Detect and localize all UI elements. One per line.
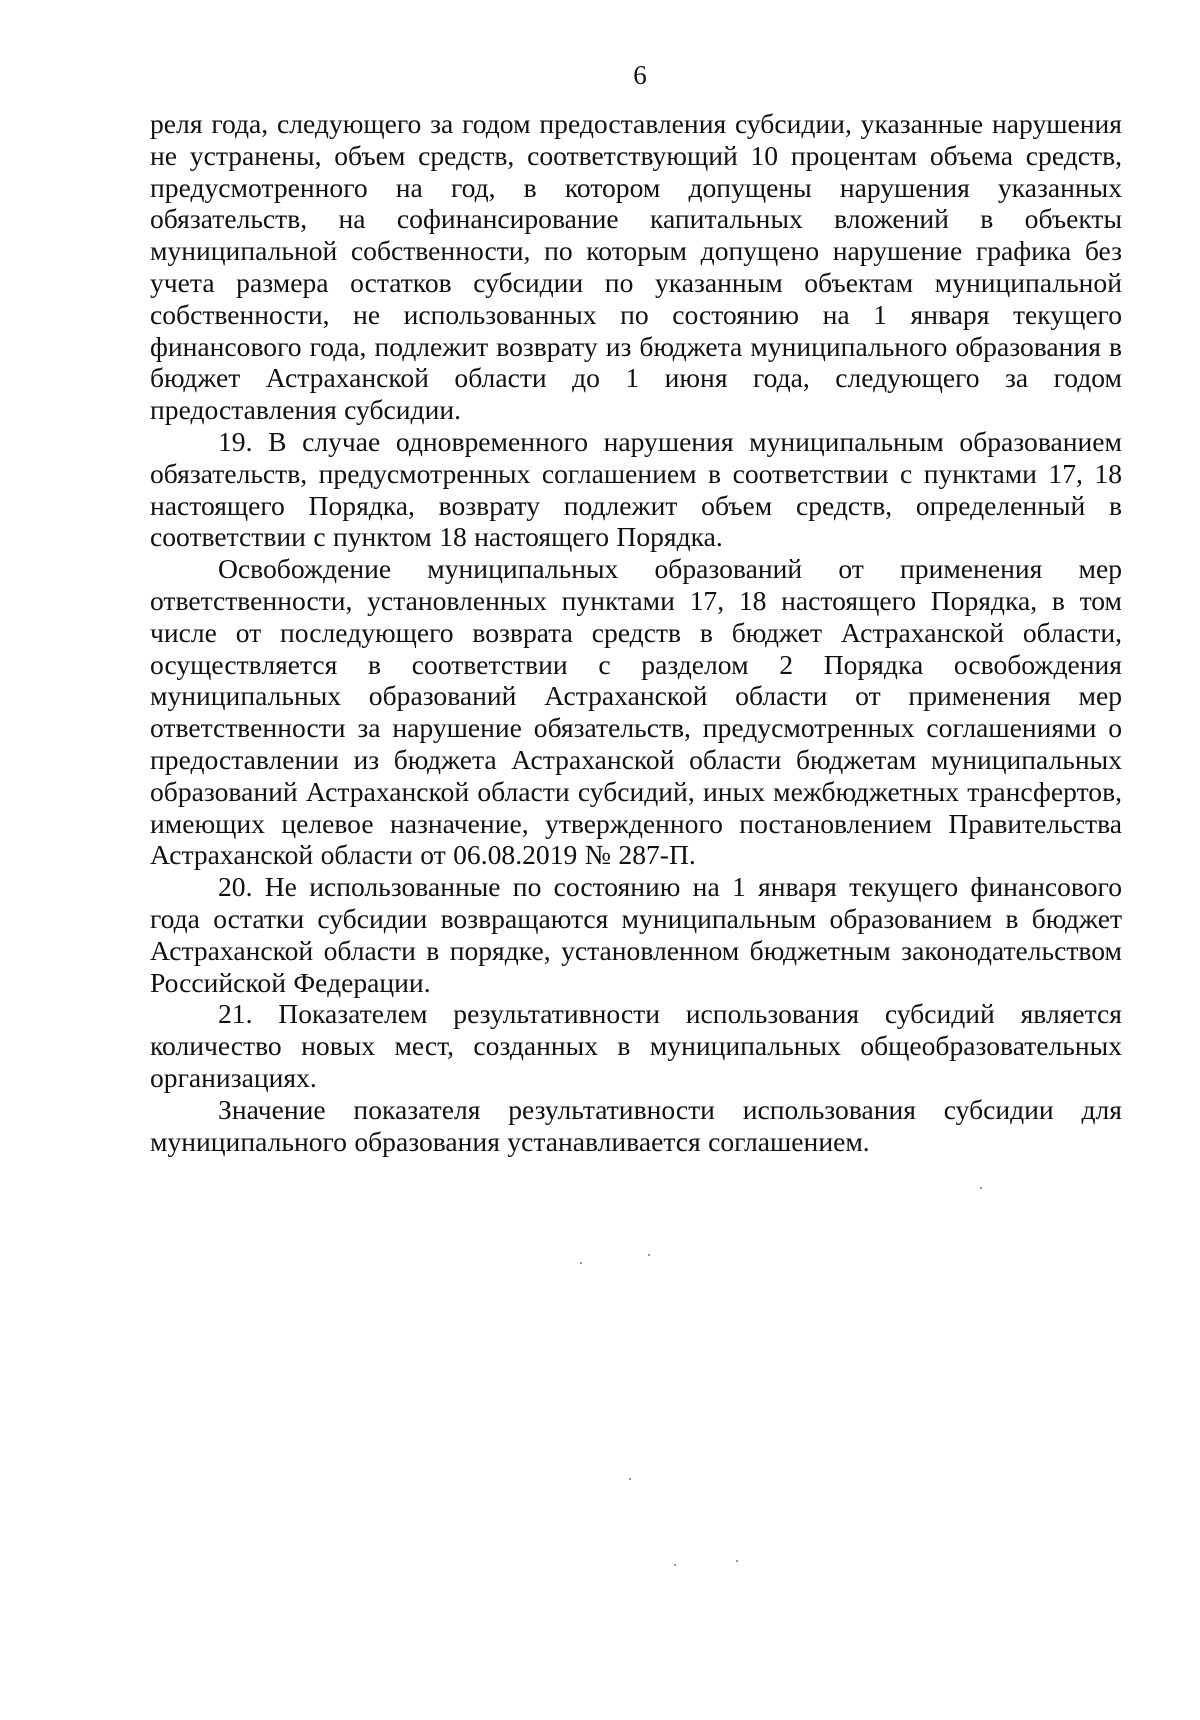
scan-speck [629,1478,631,1480]
paragraph-item-20: 20. Не использованные по состоянию на 1 января текущего финансового года остатки субсидии возвращаются муниципальным образованием в бюджет Астраханской области в порядке, установленном бюджетным законодательством Российской Федерации. [150,871,1122,998]
scan-speck [736,1560,738,1562]
paragraph-item-19: 19. В случае одновременного нарушения муниципальным образованием обязательств, предусмотренных соглашением в соответствии с пунктами 17, 18 настоящего Порядка, возврату подлежит объем средств, определенный в соответствии с пунктом 18 настоящего Порядка. [150,425,1122,553]
document-body [150,108,1122,1157]
page-number: 6 [633,60,647,90]
paragraph-item-21: 21. Показателем результативности использования субсидий является количество новых мест, созданных в муниципальных общеобразовательных организациях. [150,998,1122,1093]
scan-speck [980,1187,982,1189]
scan-speck [674,1564,676,1566]
paragraph-continuation: реля года, следующего за годом предоставления субсидии, указанные нарушения не устранены, объем средств, соответствующий 10 процентам объема средств, предусмотренного на год, в котором допущены нарушения указанных обязательств, на софинансирование капитальных вложений в объекты муниципальной собственности, по которым допущено нарушение графика без учета размера остатков субсидии по указанным объектам муниципальной собственности, не использованных по состоянию на 1 января текущего финансового года, подлежит возврату из бюджета муниципального образования в бюджет Астраханской области до 1 июня года, следующего за годом предоставления субсидии. [150,108,1122,426]
paragraph-exemption: Освобождение муниципальных образований от применения мер ответственности, установленных пунктами 17, 18 настоящего Порядка, в том числе от последующего возврата средств в бюджет Астраханской области, осуществляется в соответствии с разделом 2 Порядка освобождения муниципальных образований Астраханской области от применения мер ответственности за нарушение обязательств, предусмотренных соглашениями о предоставлении из бюджета Астраханской области бюджетам муниципальных образований Астраханской области субсидий, иных межбюджетных трансфертов, имеющих целевое назначение, утвержденного постановлением Правительства Астраханской области от 06.08.2019 № 287-П. [150,553,1122,871]
scan-speck [648,1254,650,1256]
paragraph-indicator-value: Значение показателя результативности использования субсидии для муниципального образования устанавливается соглашением. [150,1093,1122,1157]
scan-speck [580,1262,582,1264]
